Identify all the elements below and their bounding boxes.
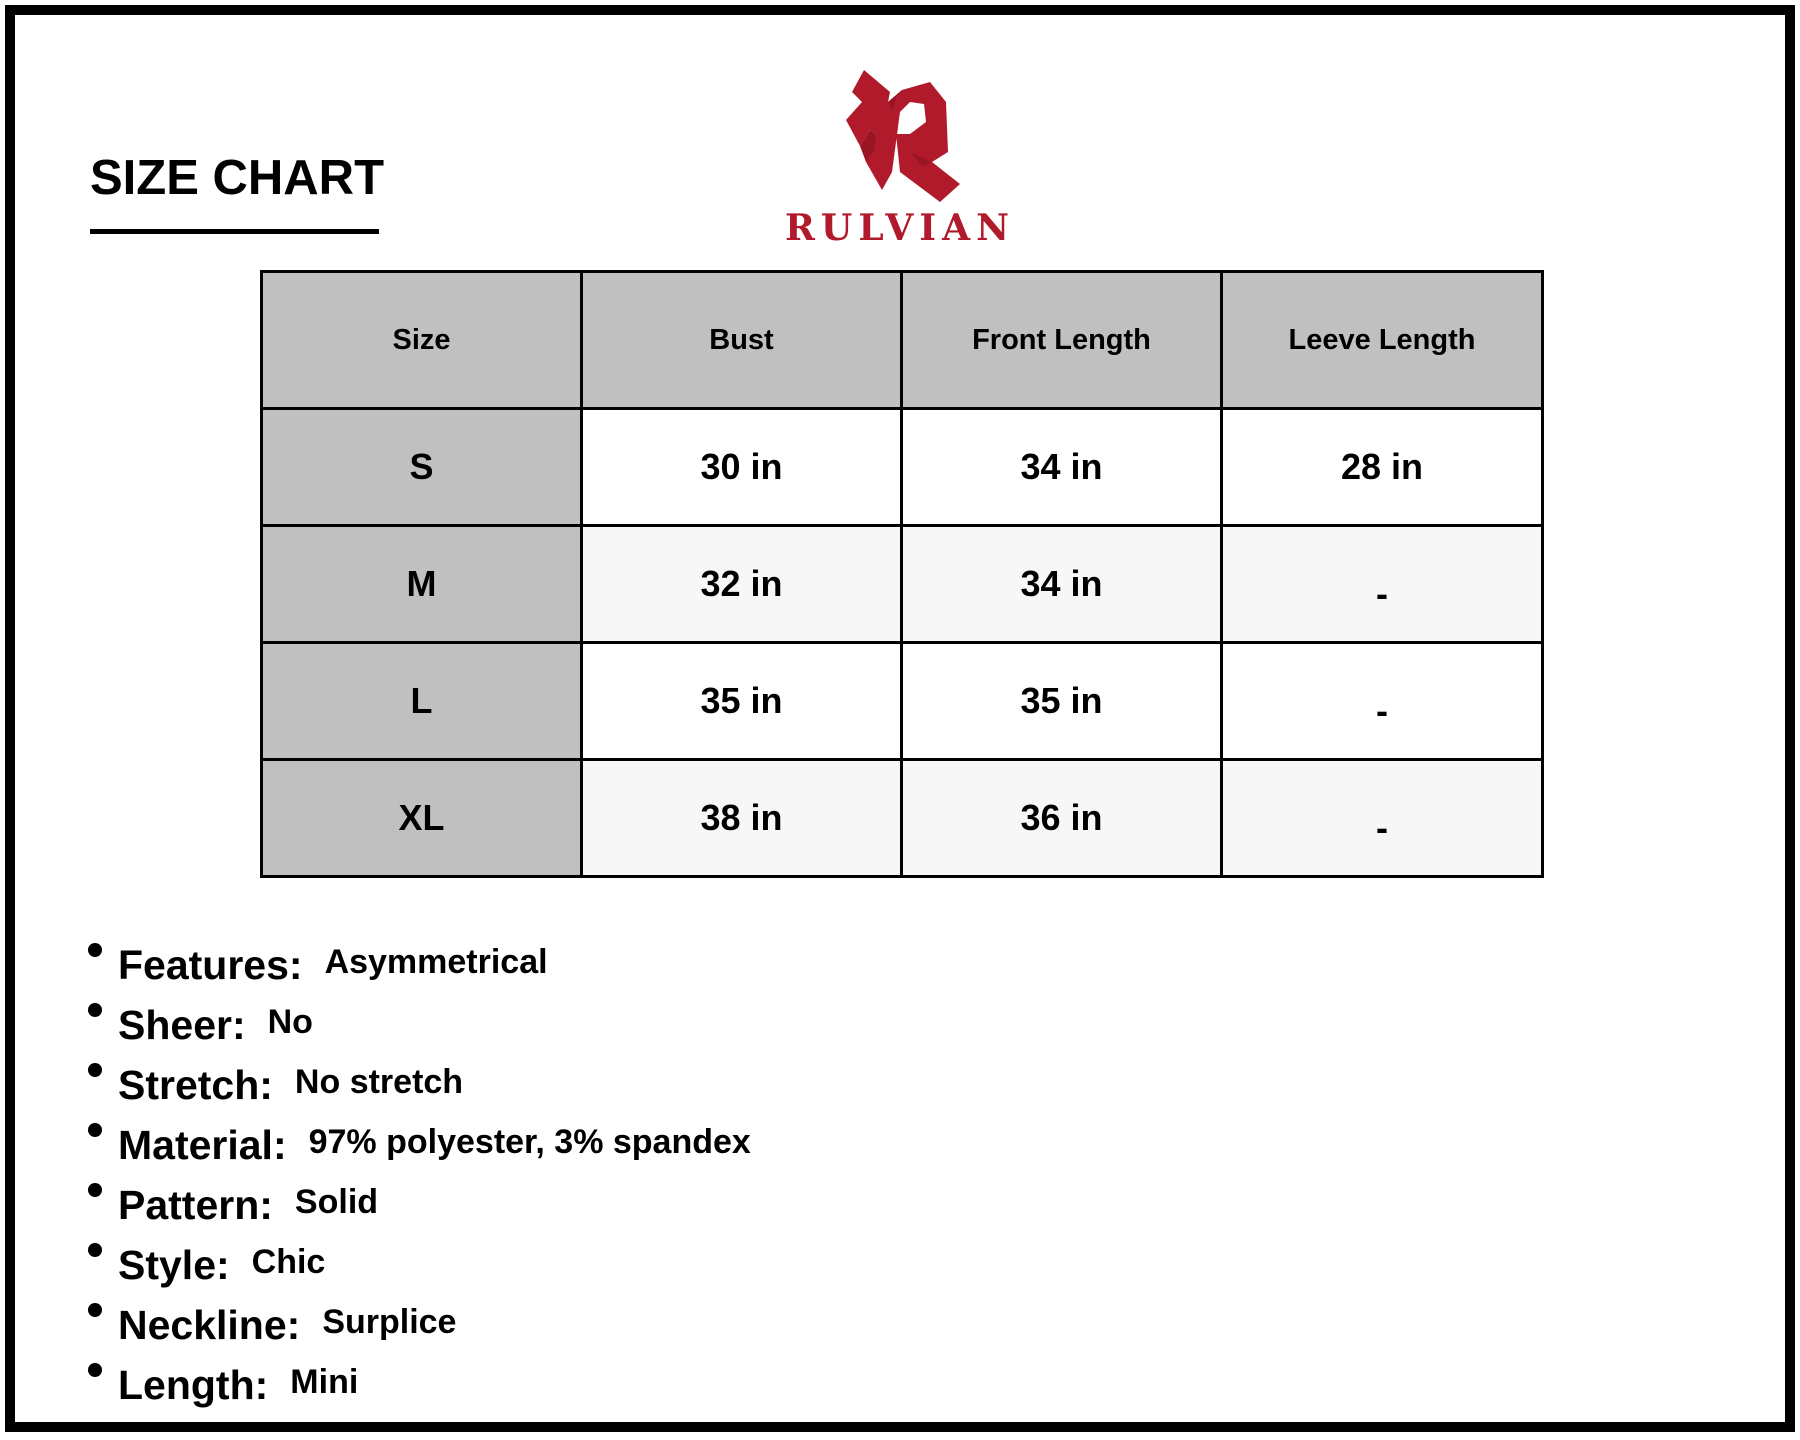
bullet-icon [88,943,102,957]
spec-value: Solid [294,1183,379,1221]
bust-cell: 32 in [582,526,902,643]
bust-cell: 35 in [582,643,902,760]
spec-item-neckline [88,1295,751,1355]
empty-value-dash: - [1376,690,1388,731]
page-title: SIZE CHART [90,151,384,205]
spec-item-style [88,1235,751,1295]
spec-label: Length: [118,1362,269,1408]
leeve-length-cell [1222,760,1543,877]
bust-cell: 38 in [582,760,902,877]
spec-item-sheer [88,995,751,1055]
bullet-icon [88,1123,102,1137]
spec-label: Stretch: [118,1062,273,1108]
size-cell: S [262,409,582,526]
spec-value: Asymmetrical [324,943,548,981]
spec-label: Pattern: [118,1182,273,1228]
size-cell: M [262,526,582,643]
spec-label: Material: [118,1122,287,1168]
size-table [260,270,1544,878]
front-length-cell: 36 in [902,760,1222,877]
bust-cell: 30 in [582,409,902,526]
spec-label: Neckline: [118,1302,301,1348]
table-header-row [262,272,1543,409]
bullet-icon [88,1063,102,1077]
column-header-leeve-length: Leeve Length [1222,272,1543,409]
size-cell: XL [262,760,582,877]
spec-label: Style: [118,1242,230,1288]
bullet-icon [88,1363,102,1377]
bullet-icon [88,1003,102,1017]
spec-value: No stretch [294,1063,464,1101]
spec-item-length [88,1355,751,1415]
column-header-bust: Bust [582,272,902,409]
brand-logo [770,62,1030,252]
spec-label: Sheer: [118,1002,246,1048]
leeve-length-cell [1222,526,1543,643]
bullet-icon [88,1303,102,1317]
spec-item-material [88,1115,751,1175]
empty-value-dash: - [1376,573,1388,614]
spec-value: No [267,1003,313,1041]
size-cell: L [262,643,582,760]
title-underline [90,229,379,234]
spec-item-features [88,935,751,995]
brand-name: RULVIAN [785,207,1015,249]
bullet-icon [88,1183,102,1197]
empty-value-dash: - [1376,807,1388,848]
front-length-cell: 35 in [902,643,1222,760]
spec-value: Mini [290,1363,359,1401]
leeve-length-cell: 28 in [1222,409,1543,526]
spec-value: Surplice [322,1303,457,1341]
spec-item-pattern [88,1175,751,1235]
table-row [262,760,1543,877]
rulvian-r-logo-icon [830,62,970,202]
front-length-cell: 34 in [902,409,1222,526]
column-header-front-length: Front Length [902,272,1222,409]
bullet-icon [88,1243,102,1257]
spec-label: Features: [118,942,303,988]
front-length-cell: 34 in [902,526,1222,643]
table-row [262,409,1543,526]
spec-value: 97% polyester, 3% spandex [308,1123,751,1161]
table-row [262,643,1543,760]
table-row [262,526,1543,643]
spec-value: Chic [251,1243,326,1281]
spec-item-stretch [88,1055,751,1115]
column-header-size: Size [262,272,582,409]
product-specs-list [88,935,751,1415]
leeve-length-cell [1222,643,1543,760]
